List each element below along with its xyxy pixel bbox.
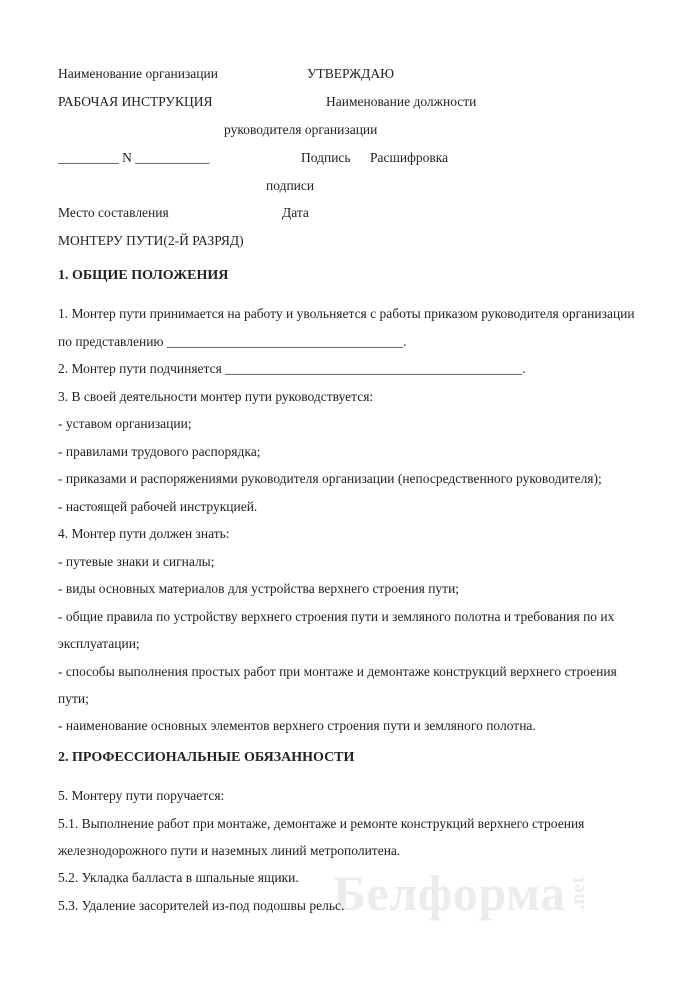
section1-line: по представлению ___________________________________.	[58, 334, 407, 349]
watermark	[333, 865, 599, 921]
section1-line: - приказами и распоряжениями руководителя организации (непосредственного руководителя);	[58, 471, 602, 486]
signature-sublabel: подписи	[266, 178, 315, 193]
approve-label: УТВЕРЖДАЮ	[307, 66, 395, 81]
number-line: _________ N ___________	[58, 150, 210, 165]
section1-line: - правилами трудового распорядка;	[58, 444, 261, 459]
org-name: Наименование организации	[58, 66, 218, 81]
section2-line: 5.1. Выполнение работ при монтаже, демонтаже и ремонте конструкций верхнего строения	[58, 816, 585, 831]
section1-line: 1. Монтер пути принимается на работу и увольняется с работы приказом руководителя организации	[58, 306, 635, 321]
section2-line: 5. Монтеру пути поручается:	[58, 788, 225, 803]
section1-line: эксплуатации;	[58, 636, 140, 651]
signature-label: Подпись	[301, 150, 351, 165]
section1-line: - путевые знаки и сигналы;	[58, 554, 215, 569]
head-of-org: руководителя организации	[224, 122, 378, 137]
section1-line: - уставом организации;	[58, 416, 192, 431]
section1-line: - способы выполнения простых работ при монтаже и демонтаже конструкций верхнего строения	[58, 664, 617, 679]
watermark-brand: Белформа	[333, 865, 566, 921]
section1-line: 4. Монтер пути должен знать:	[58, 526, 230, 541]
section2-line: 5.3. Удаление засорителей из-под подошвы рельс.	[58, 898, 345, 913]
section1-line: - общие правила по устройству верхнего строения пути и земляного полотна и требования по их	[58, 609, 615, 624]
doc-type: РАБОЧАЯ ИНСТРУКЦИЯ	[58, 94, 213, 109]
section1-line: - виды основных материалов для устройства верхнего строения пути;	[58, 581, 460, 596]
section1-line: 3. В своей деятельности монтер пути руководствуется:	[58, 389, 374, 404]
document-title: МОНТЕРУ ПУТИ(2-Й РАЗРЯД)	[58, 233, 244, 248]
date-label: Дата	[282, 205, 309, 220]
section1-line: пути;	[58, 691, 89, 706]
section1-line: 2. Монтер пути подчиняется ____________________________________________.	[58, 361, 526, 376]
section1-heading: 1. ОБЩИЕ ПОЛОЖЕНИЯ	[58, 268, 229, 283]
section1-line: - наименование основных элементов верхнего строения пути и земляного полотна.	[58, 718, 536, 733]
section2-line: железнодорожного пути и наземных линий метрополитена.	[58, 843, 401, 858]
section2-line: 5.2. Укладка балласта в шпальные ящики.	[58, 870, 299, 885]
section2-heading: 2. ПРОФЕССИОНАЛЬНЫЕ ОБЯЗАННОСТИ	[58, 750, 355, 765]
decoding-label: Расшифровка	[370, 150, 449, 165]
position-name: Наименование должности	[326, 94, 477, 109]
place-label: Место составления	[58, 205, 169, 220]
section1-line: - настоящей рабочей инструкцией.	[58, 499, 258, 514]
watermark-suffix: .net	[566, 876, 589, 910]
